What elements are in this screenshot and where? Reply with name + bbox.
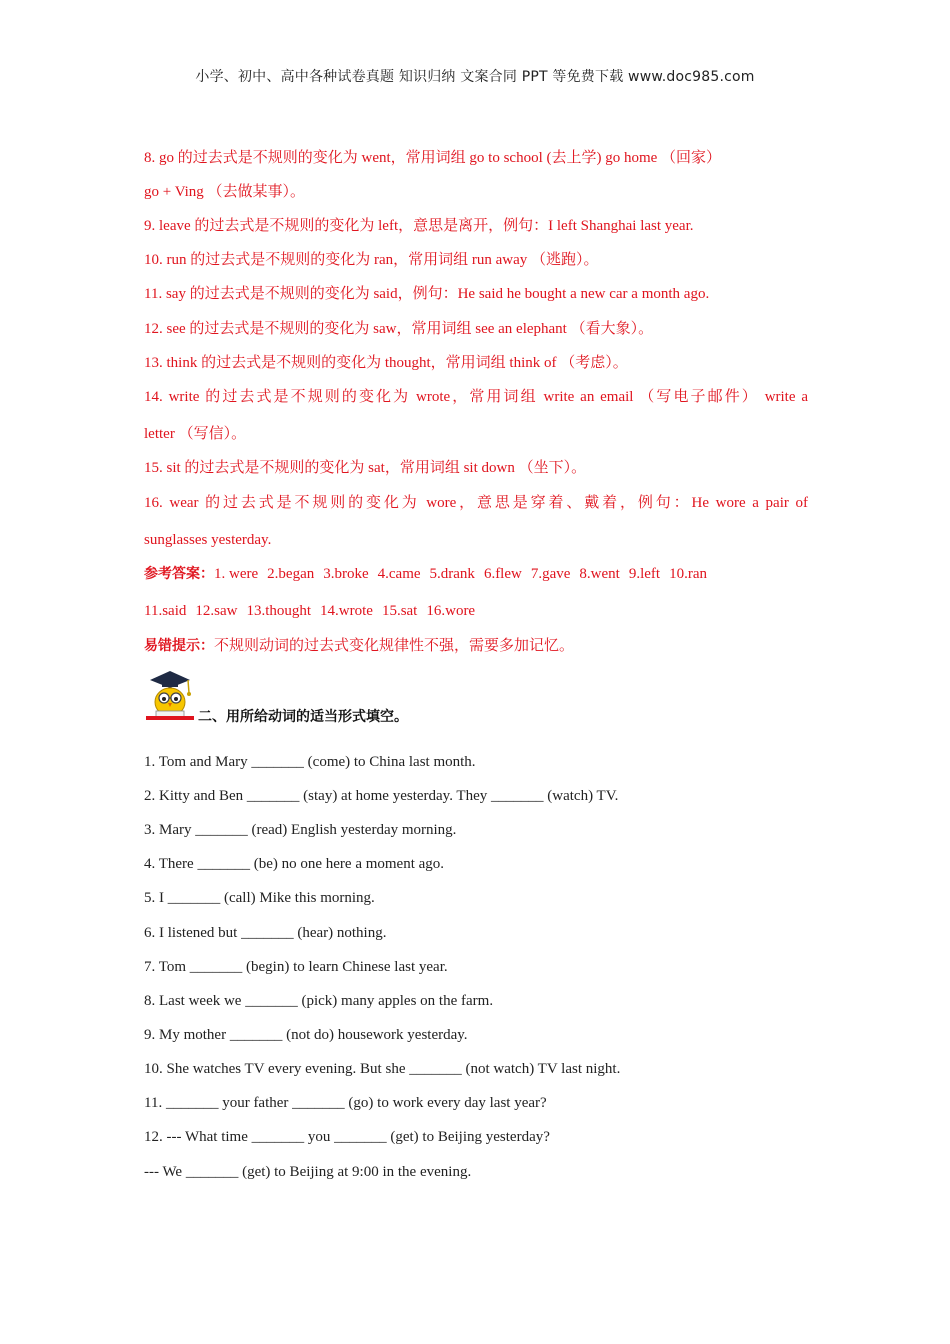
- answer-key-line: [144, 564, 716, 584]
- exercise-item: 9. My mother _______ (not do) housework yesterday.: [144, 1027, 468, 1043]
- exercise-item: 4. There _______ (be) no one here a moment ago.: [144, 856, 445, 872]
- note-line: 13. think 的过去式是不规则的变化为 thought，常用词组 think of （考虑）。: [144, 355, 628, 371]
- exercise-item: 11. _______ your father _______ (go) to work every day last year?: [144, 1095, 547, 1111]
- answer-item: 6.flew: [483, 566, 522, 582]
- error-tip-label: 易错提示：: [144, 638, 214, 654]
- page-header: 小学、初中、高中各种试卷真题 知识归纳 文案合同 PPT 等免费下载 www.doc985.com: [195, 69, 755, 85]
- answer-item: 10.ran: [669, 566, 707, 582]
- answer-key-label: 参考答案：: [144, 566, 214, 582]
- exercise-item: 3. Mary _______ (read) English yesterday morning.: [144, 822, 457, 838]
- exercise-item: 6. I listened but _______ (hear) nothing.: [144, 925, 387, 941]
- note-line: sunglasses yesterday.: [144, 532, 272, 548]
- note-line: 12. see 的过去式是不规则的变化为 saw，常用词组 see an elephant （看大象）。: [144, 321, 654, 337]
- note-line: 9. leave 的过去式是不规则的变化为 left，意思是离开，例句：I left Shanghai last year.: [144, 218, 694, 234]
- answer-item: 12.saw: [195, 603, 238, 619]
- error-tip: [144, 636, 574, 656]
- note-line: letter （写信）。: [144, 426, 247, 442]
- answer-item: 5.drank: [429, 566, 475, 582]
- exercise-item: --- We _______ (get) to Beijing at 9:00 in the evening.: [144, 1164, 472, 1180]
- owl-graduate-icon: [144, 666, 196, 722]
- error-tip-text: 不规则动词的过去式变化规律性不强，需要多加记忆。: [214, 638, 575, 654]
- answer-item: 8.went: [579, 566, 620, 582]
- note-line: 8. go 的过去式是不规则的变化为 went，常用词组 go to school (去上学) go home （回家）: [144, 150, 722, 166]
- exercise-item: 7. Tom _______ (begin) to learn Chinese last year.: [144, 959, 448, 975]
- answer-item: 9.left: [628, 566, 661, 582]
- exercise-item: 1. Tom and Mary _______ (come) to China last month.: [144, 754, 476, 770]
- answer-item: 16.wore: [426, 603, 476, 619]
- exercise-item: 8. Last week we _______ (pick) many apples on the farm.: [144, 993, 494, 1009]
- section-title: 二、用所给动词的适当形式填空。: [198, 709, 408, 725]
- note-line: 11. say 的过去式是不规则的变化为 said，例句：He said he bought a new car a month ago.: [144, 286, 710, 302]
- exercise-item: 12. --- What time _______ you _______ (get) to Beijing yesterday?: [144, 1129, 550, 1145]
- answer-item: 14.wrote: [320, 603, 373, 619]
- answer-item: 13.thought: [246, 603, 312, 619]
- exercise-item: 2. Kitty and Ben _______ (stay) at home yesterday. They _______ (watch) TV.: [144, 788, 619, 804]
- note-line: go + Ving （去做某事）。: [144, 184, 306, 200]
- answer-item: 4.came: [377, 566, 421, 582]
- answer-item: 1. were: [214, 566, 259, 582]
- note-line: 15. sit 的过去式是不规则的变化为 sat，常用词组 sit down （坐下）。: [144, 460, 587, 476]
- note-line: 16. wear 的过去式是不规则的变化为 wore，意思是穿着、戴着，例句：He wore a pair of: [144, 495, 808, 511]
- answer-item: 15.sat: [381, 603, 418, 619]
- exercise-item: 10. She watches TV every evening. But she _______ (not watch) TV last night.: [144, 1061, 621, 1077]
- exercise-item: 5. I _______ (call) Mike this morning.: [144, 890, 375, 906]
- answer-item: 11.said: [144, 603, 187, 619]
- answer-item: 7.gave: [530, 566, 571, 582]
- note-line: 10. run 的过去式是不规则的变化为 ran，常用词组 run away （逃跑）。: [144, 252, 599, 268]
- answer-item: 3.broke: [323, 566, 369, 582]
- note-line: 14. write 的过去式是不规则的变化为 wrote，常用词组 write an email （写电子邮件） write a: [144, 389, 808, 405]
- answer-key-line: [144, 601, 484, 621]
- answer-item: 2.began: [267, 566, 315, 582]
